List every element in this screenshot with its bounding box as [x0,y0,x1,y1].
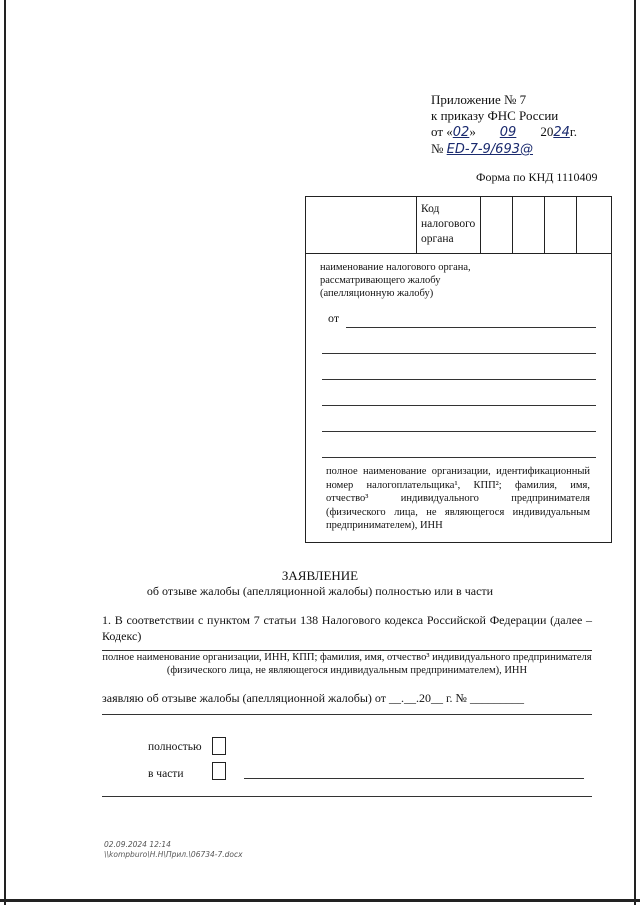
addressee-box [305,196,612,543]
appendix-line1: Приложение № 7 [431,92,527,107]
footer-path: \\kompburo\Н.Н\Прил.\06734-7.docx [104,850,243,859]
option-full-label: полностью [148,741,202,753]
bottom-rule [102,796,592,797]
declaration-line: заявляю об отзыве жалобы (апелляционной жалобы) от __.__.20__ г. № _________ [102,691,525,705]
authority-label: наименование налогового органа, рассматривающего жалобу (апелляционную жалобу) [320,262,471,299]
order-number: ED-7-9/693@ [446,142,533,157]
partial-details-line[interactable] [244,778,584,779]
document-subtitle: об отзыве жалобы (апелляционной жалобы) полностью или в части [146,584,494,598]
tax-code-cell-2[interactable] [512,197,545,253]
tax-code-cell-4[interactable] [576,197,612,253]
tax-code-cell-1[interactable] [480,197,513,253]
document-title: ЗАЯВЛЕНИЕ [281,568,359,583]
appendix-number: № ED-7-9/693@ [431,141,577,158]
applicant-line-2[interactable] [322,353,596,354]
appendix-block [431,92,577,158]
option-partial-label: в части [148,768,184,780]
applicant-line-5[interactable] [322,431,596,432]
scan-border-right [634,0,636,905]
date-day: 02 [452,125,470,140]
paragraph1-hint: полное наименование организации, ИНН, КПП; фамилия, имя, отчество³ индивидуального предпринимателя (физического лица, не являющегося индивидуальным предпринимателем), ИНН [102,652,592,676]
form-code: Форма по КНД 1110409 [476,170,598,184]
from-label: от [328,311,340,325]
declaration-underline[interactable] [102,714,592,715]
date-month: 09 [499,125,517,140]
scan-border-left [4,0,6,905]
applicant-line-3[interactable] [322,379,596,380]
applicant-line-1[interactable] [346,327,596,328]
option-partial-checkbox[interactable] [212,762,226,780]
appendix-date: от «02» 09 2024г. [431,124,577,140]
applicant-line-4[interactable] [322,405,596,406]
appendix-line2: к приказу ФНС России [431,108,559,123]
date-year: 24 [553,125,570,140]
option-full-checkbox[interactable] [212,737,226,755]
tax-code-row [306,197,611,254]
applicant-hint: полное наименование организации, идентификационный номер налогоплательщика¹, КПП²; фамилия, имя, отчество³ индивидуального предпринимателя (физического лица, не являющегося индивидуальным предпринимателем), ИНН [326,466,590,531]
tax-code-label: Код налогового органа [416,197,480,253]
file-footer [104,840,243,860]
paragraph-1: 1. В соответствии с пунктом 7 статьи 138 Налогового кодекса Российской Федерации (далее – Кодекс) [102,613,592,643]
tax-code-cell-3[interactable] [544,197,577,253]
applicant-line-6[interactable] [322,457,596,458]
footer-timestamp: 02.09.2024 12:14 [104,840,171,849]
scan-border-bottom [0,899,640,902]
